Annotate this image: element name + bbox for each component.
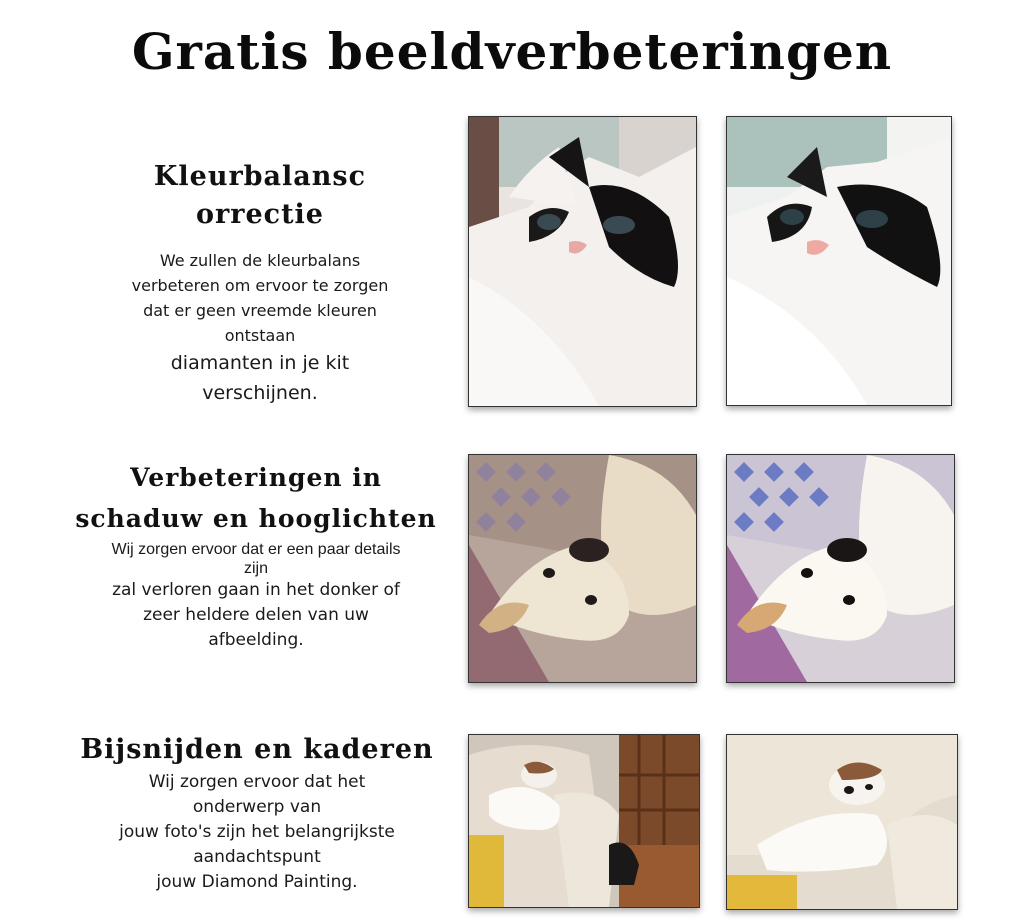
crop-framing-body-line-2: onderwerp van [192, 797, 322, 817]
color-balance-body-line-2: verbeteren om ervoor te zorgen [131, 276, 389, 295]
color-balance-body-line-5: diamanten in je kit [170, 352, 350, 374]
dog-photo-after [726, 454, 955, 683]
crop-photo-before [468, 734, 700, 908]
shadows-highlights-body-line-3: zal verloren gaan in het donker of [112, 580, 400, 600]
cat-photo-before [468, 116, 697, 407]
shadows-highlights-body-line-2: zijn [243, 560, 268, 577]
shadows-highlights-text [66, 458, 446, 653]
dog-photo-before [468, 454, 697, 683]
cat-photo-after [726, 116, 952, 406]
color-balance-heading-line-2: orrectie [196, 199, 324, 230]
crop-framing-body-line-3: jouw foto's zijn het belangrijkste [119, 822, 395, 842]
crop-framing-text [62, 730, 452, 895]
color-balance-body-line-6: verschijnen. [202, 382, 318, 404]
shadows-highlights-body-line-1: Wij zorgen ervoor dat er een paar details [111, 541, 401, 558]
color-balance-body-line-3: dat er geen vreemde kleuren [143, 301, 377, 320]
color-balance-body-line-1: We zullen de kleurbalans [159, 251, 361, 270]
crop-framing-heading: Bijsnijden en kaderen [80, 734, 434, 765]
crop-framing-body-line-4: aandachtspunt [193, 847, 321, 867]
color-balance-text [80, 158, 440, 408]
crop-photo-after [726, 734, 958, 910]
page-title: Gratis beeldverbeteringen [131, 22, 893, 81]
shadows-highlights-heading-line-1: Verbeteringen in [130, 463, 382, 492]
shadows-highlights-body-line-5: afbeelding. [208, 630, 304, 650]
crop-framing-body-line-5: jouw Diamond Painting. [156, 872, 358, 892]
crop-framing-body-line-1: Wij zorgen ervoor dat het [148, 772, 366, 792]
color-balance-heading-line-1: Kleurbalansc [153, 161, 367, 192]
shadows-highlights-heading-line-2: schaduw en hooglichten [75, 504, 437, 533]
color-balance-body-line-4: ontstaan [224, 326, 296, 345]
shadows-highlights-body-line-4: zeer heldere delen van uw [143, 605, 369, 625]
